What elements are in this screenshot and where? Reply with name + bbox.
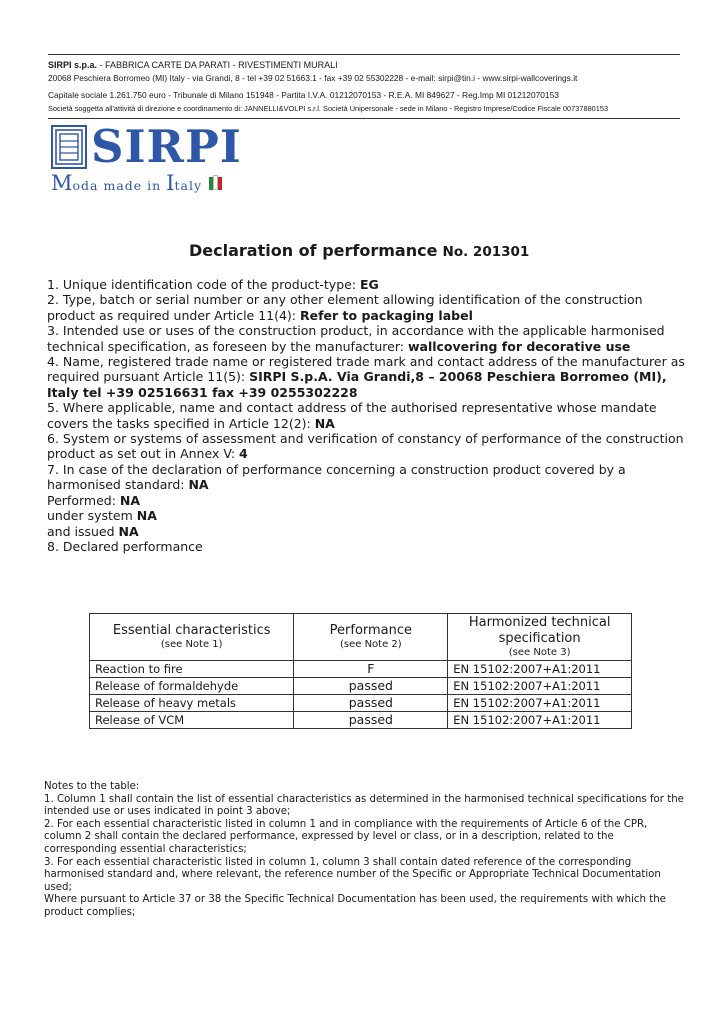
- table-row: [90, 661, 632, 678]
- item-5: [47, 400, 687, 431]
- item-6: [47, 431, 687, 462]
- cell-performance: passed: [294, 695, 448, 712]
- cell-performance: passed: [294, 712, 448, 729]
- item-6-text: 6. System or systems of assessment and verification of constancy of performance of the construction product as set out in Annex V:: [47, 431, 684, 462]
- col3-header-text: Harmonized technical specification: [468, 615, 611, 646]
- header-tagline: - FABBRICA CARTE DA PARATI - RIVESTIMENTI MURALI: [97, 60, 338, 70]
- header-top-rule: [48, 54, 680, 55]
- title-main: Declaration of performance: [189, 241, 438, 260]
- item-2-value: Refer to packaging label: [300, 307, 473, 323]
- note-4: Where pursuant to Article 37 or 38 the Specific Technical Documentation has been used, the requirements with which the product complies;: [44, 894, 666, 918]
- note-3: 3. For each essential characteristic listed in column 1, column 3 shall contain dated reference of the corresponding harmonised standard and, where relevant, the reference number of the Specific or Appropriate Technical Documentation used;: [44, 856, 661, 893]
- cell-characteristic: Release of heavy metals: [90, 695, 294, 712]
- page-title: [189, 241, 529, 260]
- sirpi-logo: [51, 120, 261, 195]
- col3-note: (see Note 3): [508, 647, 571, 658]
- item-7: [47, 462, 687, 493]
- cell-spec: EN 15102:2007+A1:2011: [448, 695, 632, 712]
- item-3: [47, 323, 687, 354]
- performed-label: Performed:: [47, 492, 120, 508]
- item-4: [47, 354, 687, 400]
- cell-spec: EN 15102:2007+A1:2011: [448, 712, 632, 729]
- cell-characteristic: Release of VCM: [90, 712, 294, 729]
- item-7-performed: [47, 493, 687, 508]
- col-header-performance: [294, 614, 448, 661]
- item-6-value: 4: [239, 446, 248, 462]
- table-row: [90, 678, 632, 695]
- item-5-value: NA: [314, 415, 335, 431]
- logo-tagline: [51, 172, 257, 194]
- logo-tag-m: M: [51, 171, 73, 195]
- logo-tag-end: taly: [174, 178, 203, 193]
- cell-spec: EN 15102:2007+A1:2011: [448, 678, 632, 695]
- col2-note: (see Note 2): [339, 639, 402, 650]
- cell-characteristic: Reaction to fire: [90, 661, 294, 678]
- issued-value: NA: [118, 523, 139, 539]
- cell-spec: EN 15102:2007+A1:2011: [448, 661, 632, 678]
- logo-mark-icon: [51, 125, 87, 169]
- title-number: No. 201301: [442, 244, 530, 260]
- item-7-under: [47, 508, 687, 523]
- header-address: 20068 Peschiera Borromeo (MI) Italy - via Grandi, 8 - tel +39 02 51663.1 - fax +39 02 55302228 - e-mail: sirpi@tin.i - www.sirpi-wallcoverings.it: [48, 73, 578, 83]
- logo-tag-mid: oda made in: [72, 178, 167, 193]
- logo-tag-i: I: [166, 171, 175, 195]
- note-1: 1. Column 1 shall contain the list of essential characteristics as determined in the harmonised technical specifications for the intended use or uses indicated in point 3 above;: [44, 793, 684, 818]
- header-company-line: [48, 59, 680, 72]
- performed-value: NA: [119, 492, 141, 508]
- item-7-text: 7. In case of the declaration of performance concerning a construction product covered by a harmonised standard:: [47, 461, 626, 493]
- table-notes: [44, 781, 684, 920]
- logo-wordmark: SIRPI: [91, 120, 242, 173]
- performance-table: [89, 613, 632, 729]
- col-header-characteristics: [90, 614, 294, 661]
- declaration-body: [47, 277, 687, 554]
- item-3-value: wallcovering for decorative use: [407, 338, 631, 354]
- note-2: 2. For each essential characteristic listed in column 1 and in compliance with the requirements of Article 6 of the CPR, column 2 shall contain the declared performance, expressed by level or class, or in a description, related to the corresponding essential characteristics;: [44, 818, 648, 855]
- item-1-value: EG: [360, 277, 379, 292]
- item-1-text: 1. Unique identification code of the product-type:: [47, 277, 361, 292]
- issued-label: and issued: [47, 523, 119, 539]
- under-label: under system: [47, 508, 137, 524]
- header-management: Società soggetta all'attività di direzione e coordinamento di: JANNELLI&VOLPI s.r.l. Società Unipersonale - sede in Milano - Registro Imprese/Codice Fiscale 00737880153: [48, 104, 609, 113]
- item-5-text: 5. Where applicable, name and contact address of the authorised representative whose mandate covers the tasks specified in Article 12(2):: [47, 400, 657, 431]
- item-3-text: 3. Intended use or uses of the construction product, in accordance with the applicable harmonised technical specification, as foreseen by the manufacturer:: [47, 323, 665, 354]
- table-row: [90, 695, 632, 712]
- item-1: [47, 277, 687, 292]
- header-capital: Capitale sociale 1.261.750 euro - Tribunale di Milano 151948 - Partita I.V.A. 01212070153 - R.E.A. MI 849627 - Reg.Imp MI 01212070153: [48, 90, 559, 100]
- cell-performance: F: [294, 661, 448, 678]
- table-row: [90, 712, 632, 729]
- cell-characteristic: Release of formaldehyde: [90, 678, 294, 695]
- item-4-text: 4. Name, registered trade name or registered trade mark and contact address of the manufacturer as required pursuant Article 11(5):: [47, 354, 685, 385]
- col1-note: (see Note 1): [160, 639, 223, 650]
- col1-header-text: Essential characteristics: [112, 623, 271, 638]
- cell-performance: passed: [294, 678, 448, 695]
- header-bottom-rule: [48, 118, 680, 119]
- notes-heading: Notes to the table:: [44, 781, 140, 792]
- item-7-value: NA: [188, 477, 209, 493]
- item-2: [47, 292, 687, 323]
- col2-header-text: Performance: [329, 623, 413, 638]
- header-company-suffix: s.p.a.: [74, 60, 98, 70]
- letterhead: [48, 54, 680, 119]
- item-8: 8. Declared performance: [47, 538, 203, 554]
- under-value: NA: [136, 508, 157, 524]
- item-2-text: 2. Type, batch or serial number or any other element allowing identification of the construction product as required under Article 11(4):: [47, 292, 643, 323]
- col-header-specification: [448, 614, 632, 661]
- header-company-name: SIRPI: [48, 60, 72, 70]
- table-header-row: [90, 614, 632, 661]
- item-7-issued: [47, 524, 687, 539]
- italian-flag-icon: [209, 175, 222, 194]
- item-4-value: SIRPI S.p.A. Via Grandi,8 – 20068 Peschiera Borromeo (MI), Italy tel +39 02516631 fax +39 0255302228: [47, 369, 667, 400]
